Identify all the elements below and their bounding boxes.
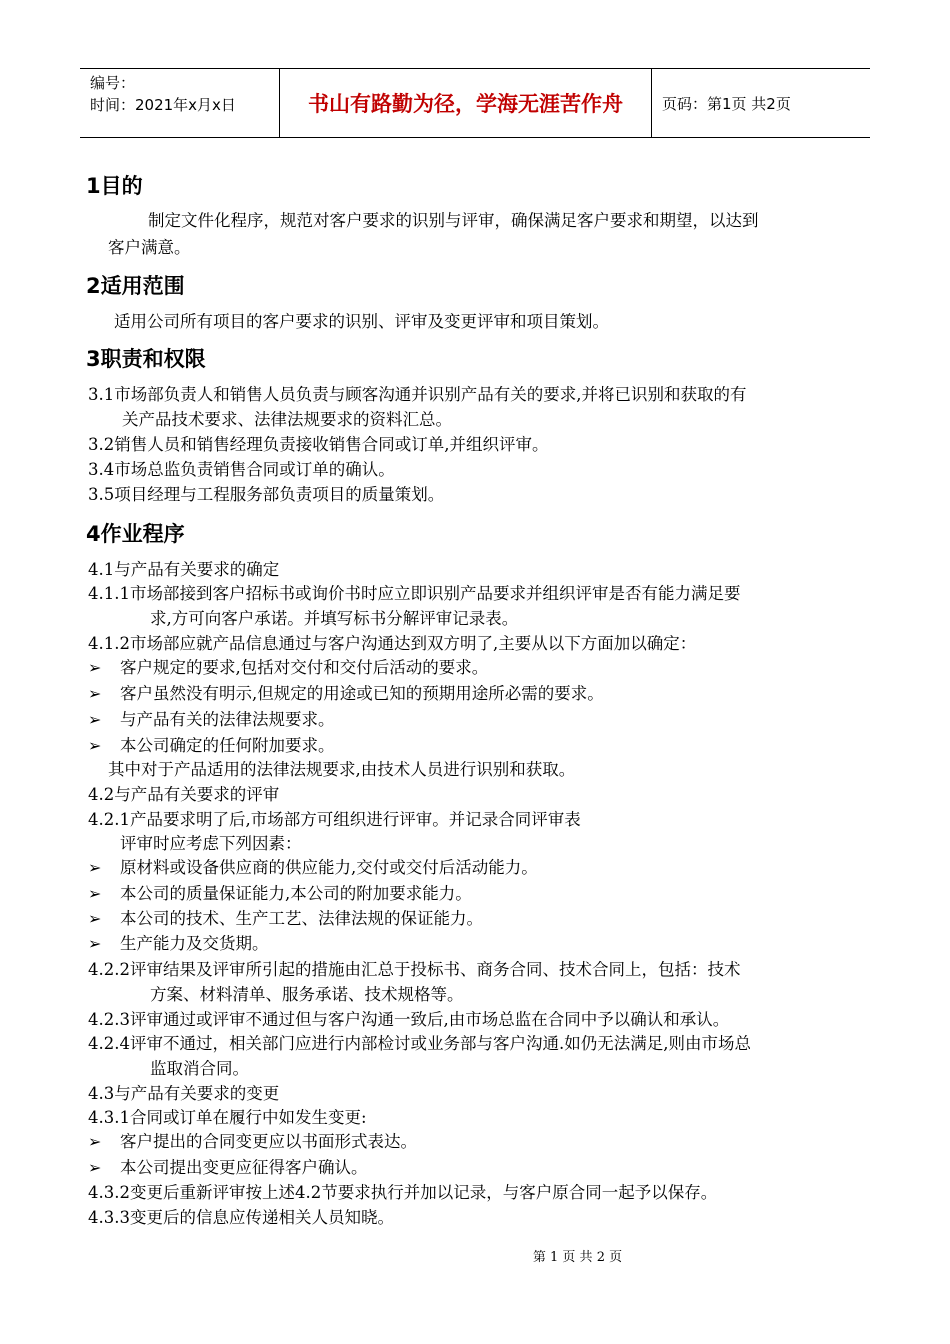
bullet-icon: ➢	[88, 909, 102, 928]
list-item: 3.4市场总监负责销售合同或订单的确认。	[88, 460, 395, 479]
paragraph: 4.2.3评审通过或评审不通过但与客户沟通一致后,由市场总监在合同中予以确认和承认。	[88, 1010, 730, 1029]
subsection-title: 4.3与产品有关要求的变更	[88, 1084, 280, 1103]
bullet-icon: ➢	[88, 934, 102, 953]
header-motto: 书山有路勤为径，学海无涯苦作舟	[280, 69, 652, 137]
paragraph: 4.3.2变更后重新评审按上述4.2节要求执行并加以记录，与客户原合同一起予以保存。	[88, 1183, 718, 1202]
bullet-item: 本公司提出变更应征得客户确认。	[120, 1158, 368, 1177]
list-item: 3.5项目经理与工程服务部负责项目的质量策划。	[88, 485, 445, 504]
footer-page-number: 第 1 页 共 2 页	[532, 1250, 623, 1265]
bullet-item: 客户虽然没有明示,但规定的用途或已知的预期用途所必需的要求。	[120, 684, 604, 703]
bullet-icon: ➢	[88, 736, 102, 755]
section-4-title: 4作业程序	[86, 522, 185, 546]
section-2-title: 2适用范围	[86, 274, 185, 298]
paragraph: 适用公司所有项目的客户要求的识别、评审及变更评审和项目策划。	[114, 312, 609, 331]
paragraph: 4.2.4评审不通过，相关部门应进行内部检讨或业务部与客户沟通.如仍无法满足,则由市场总	[88, 1034, 751, 1053]
bullet-icon: ➢	[88, 1158, 102, 1177]
section-3-title: 3职责和权限	[86, 347, 206, 371]
paragraph: 4.1.2市场部应就产品信息通过与客户沟通达到双方明了,主要从以下方面加以确定：	[88, 634, 697, 653]
paragraph: 监取消合同。	[150, 1059, 249, 1078]
paragraph: 客户满意。	[108, 238, 191, 257]
bullet-item: 生产能力及交货期。	[120, 934, 269, 953]
bullet-icon: ➢	[88, 1132, 102, 1151]
bullet-icon: ➢	[88, 858, 102, 877]
bullet-item: 客户规定的要求,包括对交付和交付后活动的要求。	[120, 658, 489, 677]
bullet-item: 原材料或设备供应商的供应能力,交付或交付后活动能力。	[120, 858, 538, 877]
bullet-icon: ➢	[88, 884, 102, 903]
bullet-icon: ➢	[88, 658, 102, 677]
document-number-label: 编号：	[90, 74, 136, 92]
bullet-item: 客户提出的合同变更应以书面形式表达。	[120, 1132, 417, 1151]
paragraph: 4.3.1合同或订单在履行中如发生变更:	[88, 1108, 367, 1127]
paragraph: 评审时应考虑下列因素：	[120, 834, 302, 853]
section-1-title: 1目的	[86, 174, 143, 198]
header-left-cell	[80, 69, 280, 137]
paragraph: 制定文件化程序，规范对客户要求的识别与评审，确保满足客户要求和期望，以达到	[148, 211, 759, 230]
header-page-info: 页码：第1页 共2页	[662, 94, 791, 113]
bullet-item: 本公司的技术、生产工艺、法律法规的保证能力。	[120, 909, 483, 928]
document-date-label: 时间：2021年x月x日	[90, 96, 236, 114]
bullet-icon: ➢	[88, 684, 102, 703]
paragraph: 其中对于产品适用的法律法规要求,由技术人员进行识别和获取。	[108, 760, 576, 779]
bullet-item: 本公司确定的任何附加要求。	[120, 736, 335, 755]
list-item: 关产品技术要求、法律法规要求的资料汇总。	[122, 410, 452, 429]
page-footer	[0, 1246, 950, 1265]
bullet-item: 本公司的质量保证能力,本公司的附加要求能力。	[120, 884, 472, 903]
paragraph: 4.2.2评审结果及评审所引起的措施由汇总于投标书、商务合同、技术合同上，包括：技术	[88, 960, 741, 979]
bullet-icon: ➢	[88, 710, 102, 729]
paragraph: 4.2.1产品要求明了后,市场部方可组织进行评审。并记录合同评审表	[88, 810, 581, 829]
list-item: 3.1市场部负责人和销售人员负责与顾客沟通并识别产品有关的要求,并将已识别和获取的有	[88, 385, 747, 404]
list-item: 3.2销售人员和销售经理负责接收销售合同或订单,并组织评审。	[88, 435, 549, 454]
paragraph: 4.3.3变更后的信息应传递相关人员知晓。	[88, 1208, 394, 1227]
paragraph: 方案、材料清单、服务承诺、技术规格等。	[150, 985, 464, 1004]
bullet-item: 与产品有关的法律法规要求。	[120, 710, 335, 729]
paragraph: 4.1.1市场部接到客户招标书或询价书时应立即识别产品要求并组织评审是否有能力满足要	[88, 584, 741, 603]
subsection-title: 4.1与产品有关要求的确定	[88, 560, 280, 579]
header-table	[80, 68, 870, 138]
subsection-title: 4.2与产品有关要求的评审	[88, 785, 280, 804]
paragraph: 求,方可向客户承诺。并填写标书分解评审记录表。	[150, 609, 519, 628]
